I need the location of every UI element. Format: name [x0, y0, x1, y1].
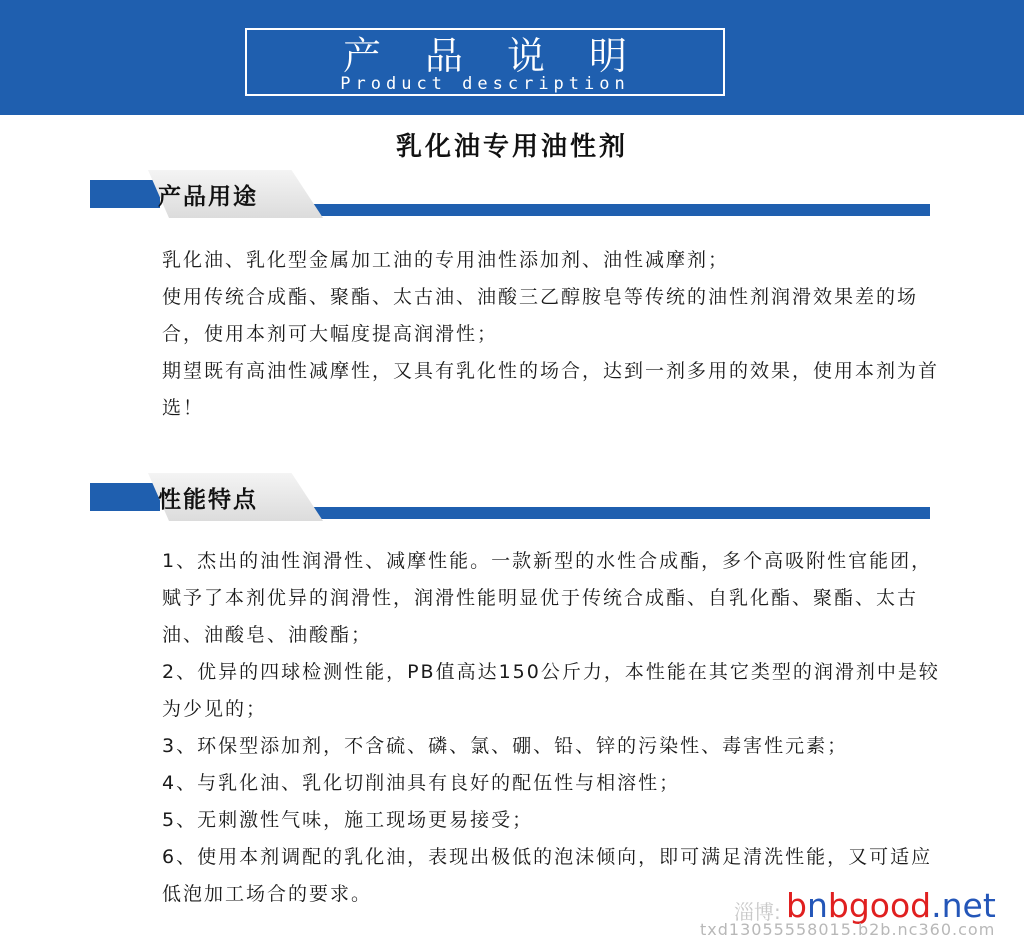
feature-item: 4、与乳化油、乳化切削油具有良好的配伍性与相溶性；: [162, 772, 681, 794]
features-text: [162, 543, 942, 913]
banner-title-box: [245, 28, 725, 96]
usage-paragraph: 期望既有高油性减摩性，又具有乳化性的场合，达到一剂多用的效果，使用本剂为首选！: [162, 360, 940, 419]
usage-text: [162, 242, 942, 427]
header-accent-left: [90, 483, 160, 511]
watermark-logo-b: b: [786, 886, 807, 925]
watermark-logo-n: n: [806, 886, 828, 925]
watermark-logo-good: good: [848, 886, 932, 925]
banner-title-english: Product description: [340, 74, 630, 94]
usage-paragraph: 乳化油、乳化型金属加工油的专用油性添加剂、油性减摩剂；: [162, 249, 730, 271]
watermark-prefix: 淄博:: [734, 900, 781, 924]
feature-item: 1、杰出的油性润滑性、减摩性能。一款新型的水性合成酯，多个高吸附性官能团，赋予了本剂优异的润滑性，润滑性能明显优于传统合成酯、自乳化酯、聚酯、太古油、油酸皂、油酸酯；: [162, 550, 933, 646]
section-heading: 性能特点: [158, 487, 258, 513]
section-header-features: [90, 473, 940, 521]
section-header-usage: [90, 170, 940, 218]
watermark-logo-net: .net: [931, 886, 996, 925]
watermark-url: txd13055558015.b2b.nc360.com: [700, 920, 996, 939]
header-accent-left: [90, 180, 160, 208]
banner-title-chinese: 产品说明: [342, 34, 671, 78]
page-title: 乳化油专用油性剂: [395, 132, 628, 162]
section-heading: 产品用途: [158, 184, 258, 210]
usage-paragraph: 使用传统合成酯、聚酯、太古油、油酸三乙醇胺皂等传统的油性剂润滑效果差的场合，使用本剂可大幅度提高润滑性；: [162, 286, 919, 345]
header-accent-right: [290, 507, 930, 519]
feature-item: 3、环保型添加剂，不含硫、磷、氯、硼、铅、锌的污染性、毒害性元素；: [162, 735, 849, 757]
watermark-logo-b: b: [827, 886, 849, 925]
top-banner: [0, 0, 1024, 115]
feature-item: 2、优异的四球检测性能，PB值高达150公斤力，本性能在其它类型的润滑剂中是较为少见的；: [162, 661, 940, 720]
header-accent-right: [290, 204, 930, 216]
feature-item: 6、使用本剂调配的乳化油，表现出极低的泡沫倾向，即可满足清洗性能，又可适应低泡加工场合的要求。: [162, 846, 933, 905]
feature-item: 5、无刺激性气味，施工现场更易接受；: [162, 809, 534, 831]
